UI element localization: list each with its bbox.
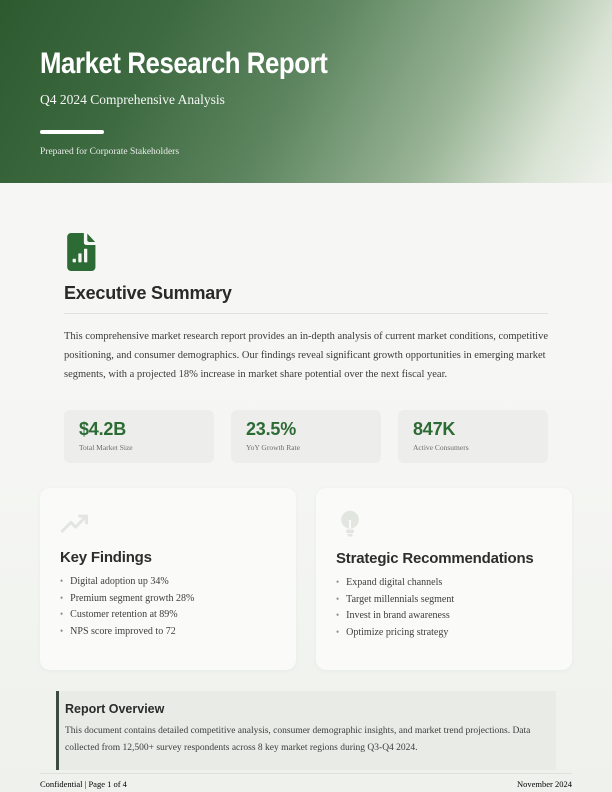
bullet-dot: • bbox=[336, 577, 340, 588]
stat-label: YoY Growth Rate bbox=[246, 443, 300, 453]
strategic-recommendations-list bbox=[336, 578, 550, 638]
prepared-for-text: Prepared for Corporate Stakeholders bbox=[40, 147, 180, 157]
list-item-text: Customer retention at 89% bbox=[70, 609, 178, 621]
list-item-text: Invest in brand awareness bbox=[346, 610, 450, 622]
key-findings-list bbox=[60, 577, 274, 637]
list-item-text: Target millennials segment bbox=[346, 593, 455, 605]
list-item bbox=[336, 628, 550, 639]
heading-rule bbox=[64, 313, 548, 314]
key-findings-card bbox=[40, 488, 296, 670]
trending-up-icon bbox=[60, 510, 90, 536]
bullet-dot: • bbox=[60, 592, 64, 603]
file-chart-icon bbox=[64, 233, 97, 271]
report-header bbox=[0, 0, 612, 183]
report-overview-heading: Report Overview bbox=[65, 702, 165, 717]
stat-card-active-consumers bbox=[398, 410, 548, 463]
list-item-text: NPS score improved to 72 bbox=[70, 625, 176, 637]
list-item bbox=[60, 610, 274, 621]
list-item bbox=[60, 627, 274, 638]
list-item bbox=[336, 611, 550, 622]
list-item-text: Expand digital channels bbox=[346, 577, 443, 589]
bullet-dot: • bbox=[60, 576, 64, 587]
page-subtitle: Q4 2024 Comprehensive Analysis bbox=[40, 92, 225, 107]
strategic-recommendations-card bbox=[316, 488, 572, 670]
stats-row bbox=[64, 410, 548, 463]
list-item-text: Digital adoption up 34% bbox=[70, 576, 169, 588]
footer-date: November 2024 bbox=[516, 779, 572, 789]
executive-summary-body: This comprehensive market research report provides an in-depth analysis of current market conditions, competitive positioning, and consumer demographics. Our findings reveal significant growth opportunities in emerging market segments, with a projected 18% increase in market share potential over the next fiscal year. bbox=[64, 331, 549, 381]
lightbulb-icon bbox=[336, 510, 364, 537]
card-heading: Strategic Recommendations bbox=[336, 550, 534, 568]
page-footer bbox=[40, 773, 572, 789]
report-overview-callout bbox=[56, 691, 556, 769]
header-divider bbox=[40, 130, 104, 134]
executive-summary-heading: Executive Summary bbox=[64, 283, 232, 303]
stat-card-growth-rate bbox=[231, 410, 381, 463]
page-title: Market Research Report bbox=[40, 47, 328, 80]
bullet-dot: • bbox=[60, 609, 64, 620]
list-item bbox=[336, 578, 550, 589]
stat-label: Total Market Size bbox=[79, 443, 133, 453]
card-heading: Key Findings bbox=[60, 549, 152, 567]
stat-card-market-size bbox=[64, 410, 214, 463]
bullet-dot: • bbox=[60, 625, 64, 636]
stat-value: 847K bbox=[413, 419, 456, 440]
list-item bbox=[60, 594, 274, 605]
executive-summary-section bbox=[40, 233, 572, 463]
list-item-text: Premium segment growth 28% bbox=[70, 592, 195, 604]
list-item-text: Optimize pricing strategy bbox=[346, 626, 449, 638]
bullet-dot: • bbox=[336, 593, 340, 604]
bullet-dot: • bbox=[336, 610, 340, 621]
list-item bbox=[336, 595, 550, 606]
list-item bbox=[60, 577, 274, 588]
main-content bbox=[0, 233, 612, 770]
stat-value: $4.2B bbox=[79, 419, 127, 440]
bullet-dot: • bbox=[336, 626, 340, 637]
findings-cards-row bbox=[40, 488, 572, 670]
stat-label: Active Consumers bbox=[413, 443, 469, 453]
report-overview-body: This document contains detailed competitive analysis, consumer demographic insights, and market trend projections. Data collected from 12,500+ survey respondents across 8 key market regions during Q3-Q4 2024. bbox=[65, 726, 531, 753]
stat-value: 23.5% bbox=[246, 419, 297, 440]
footer-confidential-page: Confidential | Page 1 of 4 bbox=[40, 779, 127, 789]
